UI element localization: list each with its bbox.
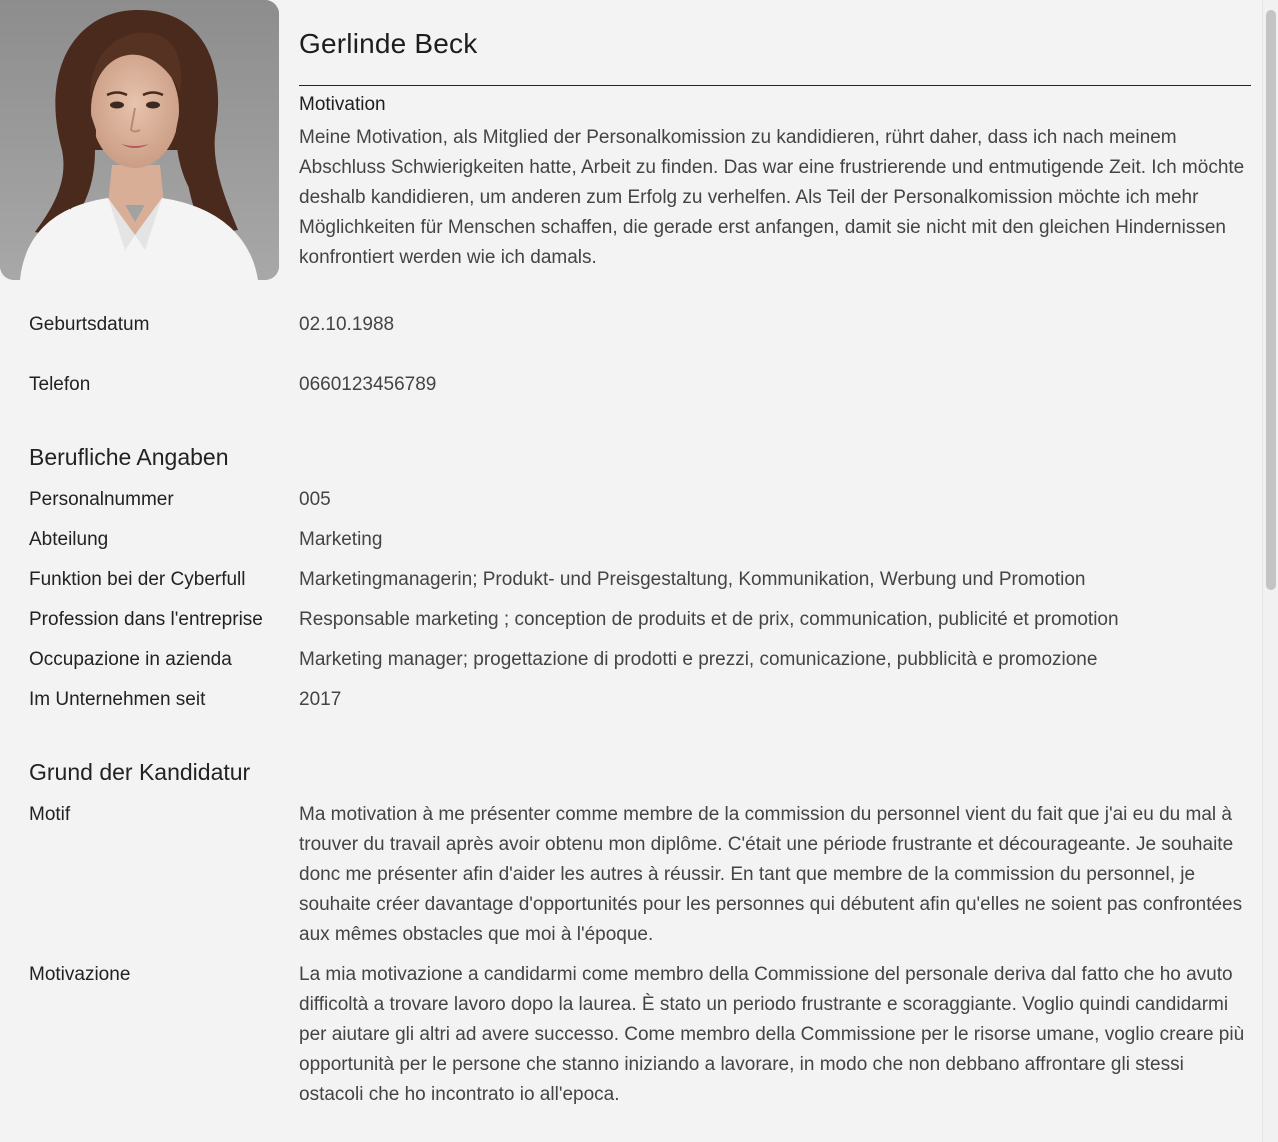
function-de-row: [29, 565, 1251, 595]
motive-it-label: Motivazione: [29, 964, 131, 985]
function-it-row: [29, 645, 1251, 675]
company-since-value: 2017: [299, 689, 342, 710]
professional-section-title: Berufliche Angaben: [29, 444, 229, 470]
profile-header: [299, 0, 1251, 273]
employee-number-label: Personalnummer: [29, 489, 174, 510]
candidate-name: Gerlinde Beck: [299, 0, 1251, 86]
motive-it-value: La mia motivazione a candidarmi come membro della Commissione del personale deriva dal fatto che ho avuto difficoltà a trovare lavoro dopo la laurea. È stato un periodo frustrante e scoraggiante. Voglio quindi candidarmi per aiutare gli altri ad avere successo. Come membro della Commissione per le risorse umane, voglio creare più opportunità per le persone che stanno iniziando a lavorare, in modo che non debbano affrontare gli stessi ostacoli che ho incontrato io all'epoca.: [299, 964, 1245, 1105]
motive-it-row: [29, 960, 1251, 1110]
phone-value: 0660123456789: [299, 374, 437, 395]
employee-number-value: 005: [299, 489, 331, 510]
function-de-value: Marketingmanagerin; Produkt- und Preisgestaltung, Kommunikation, Werbung und Promotion: [299, 569, 1086, 590]
employee-number-row: [29, 485, 1251, 515]
function-fr-value: Responsable marketing ; conception de produits et de prix, communication, publicité et promotion: [299, 609, 1119, 630]
phone-label: Telefon: [29, 374, 91, 395]
motive-fr-value: Ma motivation à me présenter comme membre de la commission du personnel vient du fait que j'ai eu du mal à trouver du travail après avoir obtenu mon diplôme. C'était une période frustrante et décourageante. Je souhaite donc me présenter afin d'aider les autres à réussir. En tant que membre de la commission du personnel, je souhaite créer davantage d'opportunités pour les personnes qui débutent afin qu'elles ne soient pas confrontées aux mêmes obstacles que moi à l'époque.: [299, 804, 1243, 945]
candidacy-section-title: Grund der Kandidatur: [29, 759, 251, 785]
department-value: Marketing: [299, 529, 383, 550]
profile-photo: [0, 0, 279, 280]
company-since-row: [29, 685, 1251, 715]
motivation-text: Meine Motivation, als Mitglied der Personalkomission zu kandidieren, rührt daher, dass ich nach meinem Abschluss Schwierigkeiten hatte, Arbeit zu finden. Das war eine frustrierende und entmutigende Zeit. Ich möchte deshalb kandidieren, um anderen zum Erfolg zu verhelfen. Als Teil der Personalkomission möchte ich mehr Möglichkeiten für Menschen schaffen, die gerade erst anfangen, damit sie nicht mit den gleichen Hindernissen konfrontiert werden wie ich damals.: [299, 127, 1245, 268]
department-row: [29, 525, 1251, 555]
function-fr-row: [29, 605, 1251, 635]
vertical-scrollbar[interactable]: [1262, 0, 1278, 1142]
motive-fr-label: Motif: [29, 804, 71, 825]
function-de-label: Funktion bei der Cyberfull: [29, 569, 246, 590]
function-fr-label: Profession dans l'entreprise: [29, 609, 263, 630]
department-label: Abteilung: [29, 529, 109, 550]
phone-row: [29, 370, 1251, 400]
function-it-value: Marketing manager; progettazione di prodotti e prezzi, comunicazione, pubblicità e promozione: [299, 649, 1098, 670]
company-since-label: Im Unternehmen seit: [29, 689, 206, 710]
scrollbar-thumb[interactable]: [1266, 10, 1276, 590]
function-it-label: Occupazione in azienda: [29, 649, 232, 670]
birthdate-row: [29, 310, 1251, 340]
portrait-image: [0, 0, 279, 280]
birthdate-value: 02.10.1988: [299, 314, 395, 335]
birthdate-label: Geburtsdatum: [29, 314, 150, 335]
motivation-label: Motivation: [299, 94, 386, 115]
motive-fr-row: [29, 800, 1251, 950]
